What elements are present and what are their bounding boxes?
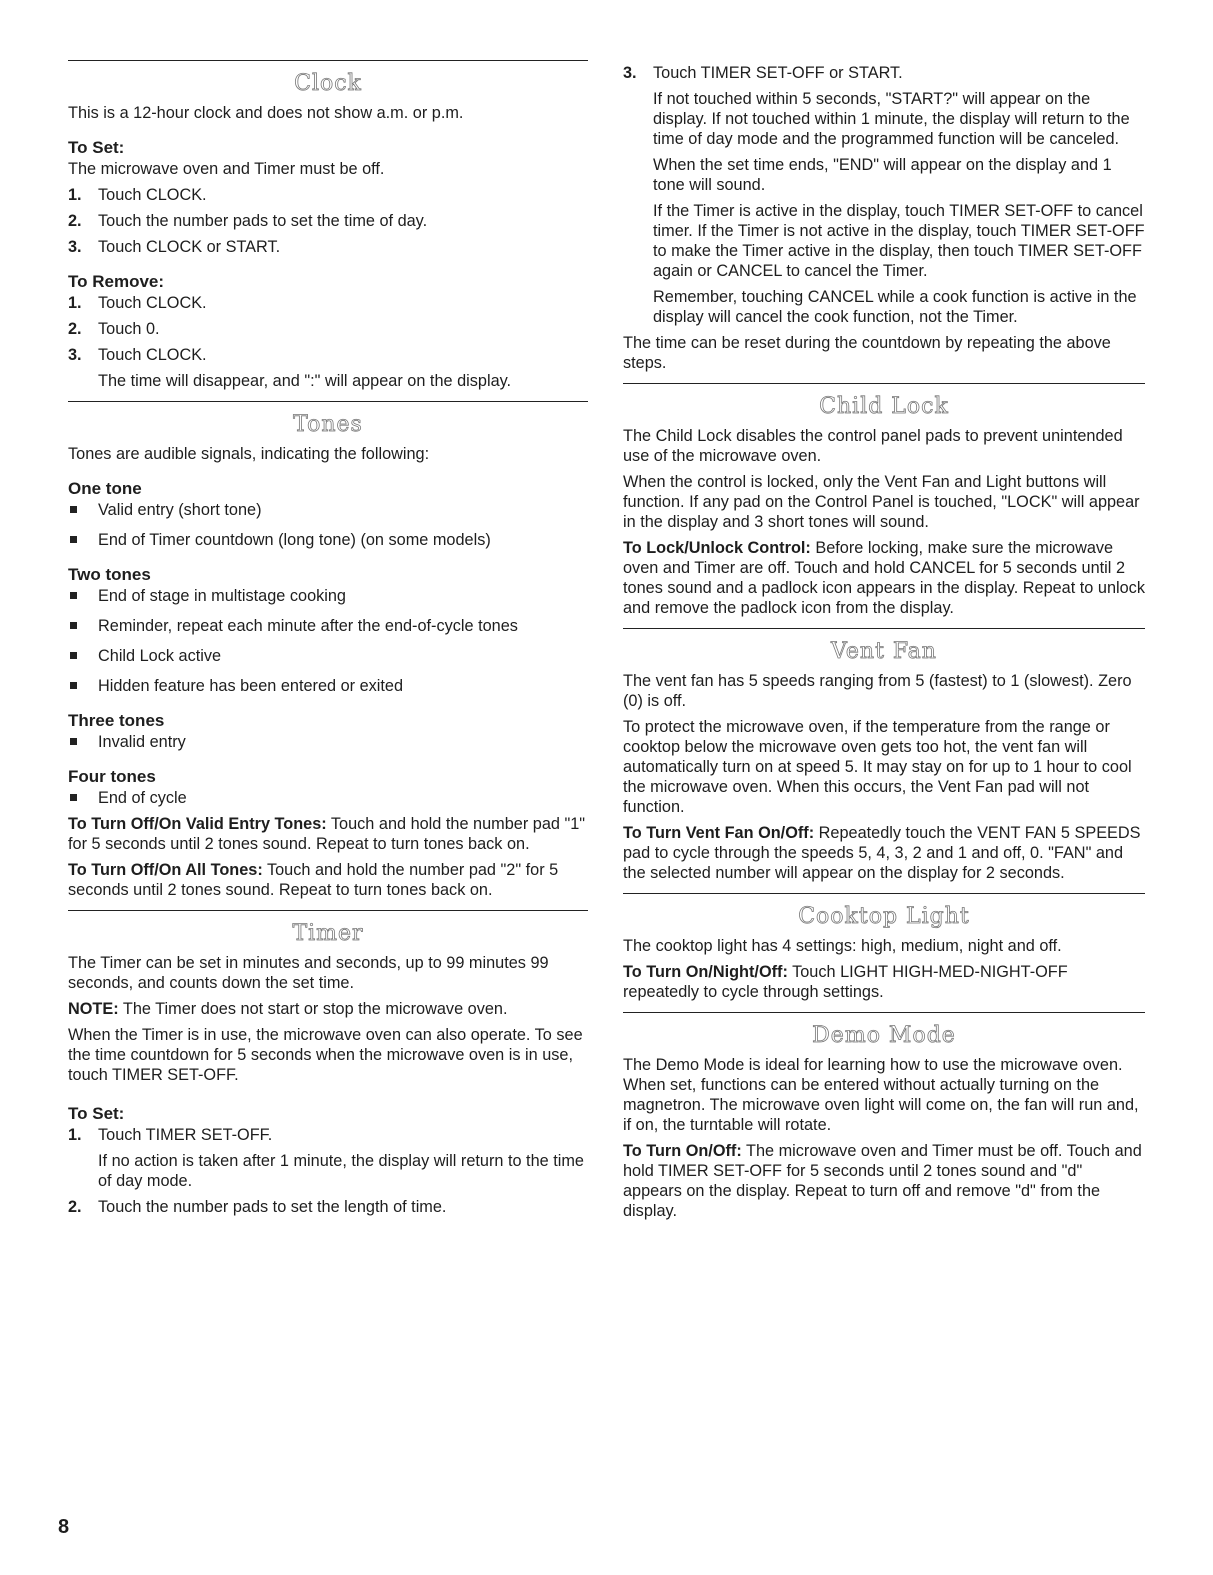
list-item: Hidden feature has been entered or exited (68, 676, 588, 696)
clock-set-steps (68, 185, 588, 257)
step-item (68, 185, 588, 205)
step-text: Touch the number pads to set the length of time. (98, 1198, 447, 1216)
vent-fan-instructions (623, 823, 1145, 883)
step-item (68, 1197, 588, 1217)
timer-step1-note: If no action is taken after 1 minute, the display will return to the time of day mode. (98, 1152, 584, 1190)
list-item: Child Lock active (68, 646, 588, 666)
section-divider (623, 893, 1145, 894)
tones-intro: Tones are audible signals, indicating the following: (68, 445, 430, 463)
child-lock-instructions (623, 538, 1145, 618)
valid-entry-tones-label: To Turn Off/On Valid Entry Tones: (68, 815, 327, 833)
tones-section (68, 401, 588, 900)
valid-entry-tones-paragraph (68, 814, 588, 854)
timer-continued (623, 63, 1145, 373)
step-text: Touch CLOCK or START. (98, 238, 281, 256)
timer-title: Timer (292, 921, 364, 946)
section-divider (623, 383, 1145, 384)
all-tones-text: Touch and hold the number pad "2" for 5 seconds until 2 tones sound. Repeat to turn tones back on. (68, 861, 559, 899)
list-item: End of Timer countdown (long tone) (on some models) (68, 530, 588, 550)
timer-para2: When the Timer is in use, the microwave oven can also operate. To see the time countdown for 5 seconds when the microwave oven is in use, touch TIMER SET-OFF. (68, 1026, 583, 1084)
step-number: 3. (68, 346, 82, 364)
timer-step3-note: When the set time ends, "END" will appear on the display and 1 tone will sound. (653, 156, 1112, 194)
demo-mode-title: Demo Mode (812, 1023, 956, 1048)
step-item (68, 293, 588, 313)
child-lock-para2: When the control is locked, only the Vent Fan and Light buttons will function. If any pad on the Control Panel is touched, "LOCK" will appear in the display and 3 short tones will sound. (623, 473, 1140, 531)
step-number: 1. (68, 186, 82, 204)
cooktop-light-para1: The cooktop light has 4 settings: high, medium, night and off. (623, 937, 1062, 955)
step-text: Touch the number pads to set the time of day. (98, 212, 428, 230)
clock-remove-steps (68, 293, 588, 391)
list-item: Invalid entry (68, 732, 588, 752)
clock-intro: This is a 12-hour clock and does not show a.m. or p.m. (68, 104, 464, 122)
timer-note (68, 999, 588, 1019)
four-tones-heading: Four tones (68, 767, 156, 786)
vent-fan-title: Vent Fan (831, 639, 937, 664)
timer-reset-note: The time can be reset during the countdown by repeating the above steps. (623, 334, 1111, 372)
section-divider (68, 401, 588, 402)
valid-entry-tones-text: Touch and hold the number pad "1" for 5 seconds until 2 tones sound. Repeat to turn tones back on. (68, 815, 586, 853)
list-item: End of cycle (68, 788, 588, 808)
timer-set-steps-continued (623, 63, 1145, 327)
step-text: Touch 0. (98, 320, 160, 338)
one-tone-heading: One tone (68, 479, 142, 498)
demo-mode-label: To Turn On/Off: (623, 1142, 742, 1160)
timer-step3-note: If the Timer is active in the display, touch TIMER SET-OFF to cancel timer. If the Timer is not active in the display, touch TIMER SET-OFF to make the Timer active in the display, then touch TIMER SET-OFF again or CANCEL to cancel the Timer. (653, 202, 1145, 280)
step-text: Touch CLOCK. (98, 294, 207, 312)
all-tones-label: To Turn Off/On All Tones: (68, 861, 263, 879)
all-tones-paragraph (68, 860, 588, 900)
timer-note-text: The Timer does not start or stop the microwave oven. (118, 1000, 508, 1018)
demo-mode-instructions (623, 1141, 1145, 1221)
demo-mode-text: The microwave oven and Timer must be off. Touch and hold TIMER SET-OFF for 5 seconds until 2 tones sound and "d" appears on the display. Repeat to turn off and remove "d" from the display. (623, 1142, 1142, 1220)
one-tone-list (68, 500, 588, 550)
list-item: End of stage in multistage cooking (68, 586, 588, 606)
clock-to-set-heading: To Set: (68, 138, 125, 157)
vent-fan-para1: The vent fan has 5 speeds ranging from 5 (fastest) to 1 (slowest). Zero (0) is off. (623, 672, 1132, 710)
step-number: 3. (623, 64, 637, 82)
step-number: 1. (68, 294, 82, 312)
vent-fan-label: To Turn Vent Fan On/Off: (623, 824, 815, 842)
step-number: 2. (68, 1198, 82, 1216)
timer-step3-note: If not touched within 5 seconds, "START?" will appear on the display. If not touched within 1 minute, the display will return to the time of day mode and the programmed function will be canceled. (653, 90, 1130, 148)
cooktop-light-label: To Turn On/Night/Off: (623, 963, 788, 981)
child-lock-label: To Lock/Unlock Control: (623, 539, 811, 557)
four-tones-list (68, 788, 588, 808)
clock-title: Clock (294, 71, 362, 96)
child-lock-para1: The Child Lock disables the control panel pads to prevent unintended use of the microwave oven. (623, 427, 1123, 465)
clock-to-remove-heading: To Remove: (68, 272, 165, 291)
step-number: 1. (68, 1126, 82, 1144)
section-divider (68, 910, 588, 911)
step-text: Touch TIMER SET-OFF or START. (653, 64, 903, 82)
step-text: Touch CLOCK. (98, 346, 207, 364)
vent-fan-text: Repeatedly touch the VENT FAN 5 SPEEDS pad to cycle through the speeds 5, 4, 3, 2 and 1 and off, 0. "FAN" and the selected number will appear on the display for 2 seconds. (623, 824, 1141, 882)
three-tones-heading: Three tones (68, 711, 165, 730)
two-tones-heading: Two tones (68, 565, 151, 584)
cooktop-light-section (623, 893, 1145, 1002)
cooktop-light-instructions (623, 962, 1145, 1002)
timer-intro: The Timer can be set in minutes and seconds, up to 99 minutes 99 seconds, and counts down the set time. (68, 954, 549, 992)
step-number: 2. (68, 212, 82, 230)
step-item (68, 319, 588, 339)
clock-remove-note: The time will disappear, and ":" will appear on the display. (98, 372, 512, 390)
step-number: 2. (68, 320, 82, 338)
timer-step3-note: Remember, touching CANCEL while a cook function is active in the display will cancel the cook function, not the Timer. (653, 288, 1137, 326)
demo-mode-section (623, 1012, 1145, 1221)
list-item: Valid entry (short tone) (68, 500, 588, 520)
right-column (623, 63, 1145, 1227)
timer-set-steps (68, 1125, 588, 1217)
step-item (68, 1125, 588, 1191)
step-item (68, 345, 588, 391)
timer-to-set-heading: To Set: (68, 1104, 125, 1123)
list-item: Reminder, repeat each minute after the end-of-cycle tones (68, 616, 588, 636)
child-lock-section (623, 383, 1145, 618)
cooktop-light-title: Cooktop Light (798, 904, 970, 929)
section-divider (623, 628, 1145, 629)
left-column (68, 60, 588, 1223)
page-number: 8 (58, 1516, 70, 1538)
cooktop-light-text: Touch LIGHT HIGH-MED-NIGHT-OFF repeatedly to cycle through settings. (623, 963, 1068, 1001)
clock-to-set-note: The microwave oven and Timer must be off. (68, 160, 385, 178)
section-divider (68, 60, 588, 61)
timer-section (68, 910, 588, 1217)
tones-title: Tones (293, 412, 363, 437)
step-number: 3. (68, 238, 82, 256)
child-lock-title: Child Lock (819, 394, 949, 419)
clock-section (68, 60, 588, 391)
step-item (623, 63, 1145, 327)
step-text: Touch CLOCK. (98, 186, 207, 204)
vent-fan-section (623, 628, 1145, 883)
demo-mode-para1: The Demo Mode is ideal for learning how to use the microwave oven. When set, functions can be entered without actually turning on the magnetron. The microwave oven light will come on, the fan will run and, if on, the turntable will rotate. (623, 1056, 1139, 1134)
step-text: Touch TIMER SET-OFF. (98, 1126, 273, 1144)
step-item (68, 237, 588, 257)
two-tones-list (68, 586, 588, 696)
section-divider (623, 1012, 1145, 1013)
three-tones-list (68, 732, 588, 752)
vent-fan-para2: To protect the microwave oven, if the temperature from the range or cooktop below the microwave oven gets too hot, the vent fan will automatically turn on at speed 5. It may stay on for up to 1 hour to cool the microwave oven. When this occurs, the Vent Fan pad will not function. (623, 718, 1132, 816)
timer-note-label: NOTE: (68, 1000, 119, 1018)
step-item (68, 211, 588, 231)
child-lock-text: Before locking, make sure the microwave oven and Timer are off. Touch and hold CANCEL for 5 seconds until 2 tones sound and a padlock icon appears in the display. Repeat to unlock and remove the padlock icon from the display. (623, 539, 1145, 617)
